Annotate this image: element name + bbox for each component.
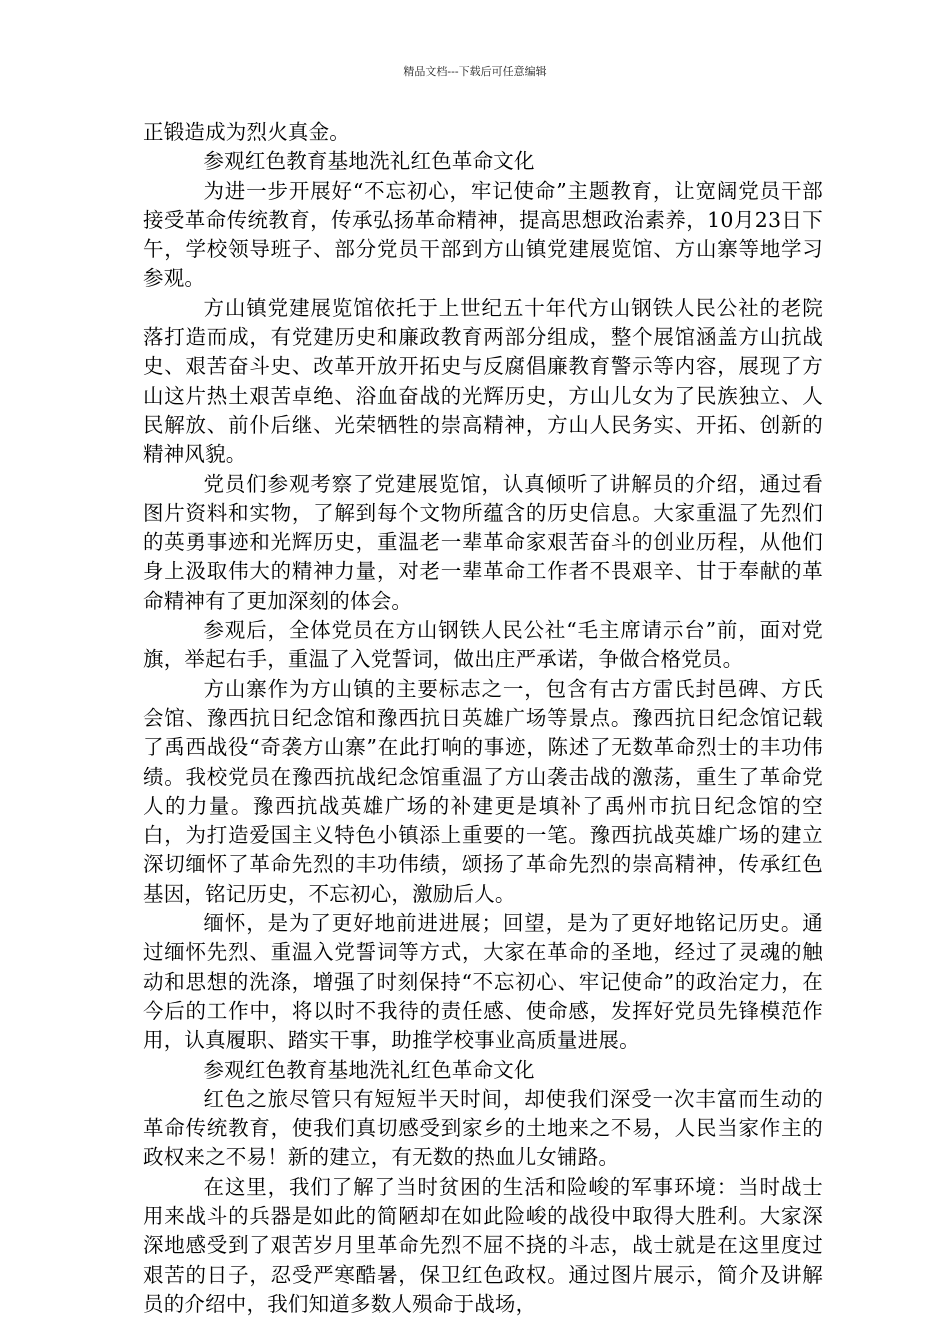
paragraph: 方山镇党建展览馆依托于上世纪五十年代方山钢铁人民公社的老院落打造而成，有党建历史和廉政教育两部分组成，整个展馆涵盖方山抗战史、艰苦奋斗史、改革开放开拓史与反腐倡廉教育警示等内容，展现了方山这片热土艰苦卓绝、浴血奋战的光辉历史，方山儿女为了民族独立、人民解放、前仆后继、光荣牺牲的崇高精神，方山人民务实、开拓、创新的精神风貌。	[143, 295, 823, 467]
section-heading: 参观红色教育基地洗礼红色革命文化	[203, 149, 535, 174]
paragraph: 在这里，我们了解了当时贫困的生活和险峻的军事环境：当时战士用来战斗的兵器是如此的简陋却在如此险峻的战役中取得大胜利。大家深深地感受到了艰苦岁月里革命先烈不屈不挠的斗志，战士就是在这里度过艰苦的日子，忍受严寒酷暑，保卫红色政权。通过图片展示，简介及讲解员的介绍中，我们知道多数人殒命于战场，	[143, 1174, 823, 1316]
paragraph: 缅怀，是为了更好地前进进展；回望，是为了更好地铭记历史。通过缅怀先烈、重温入党誓词等方式，大家在革命的圣地，经过了灵魂的触动和思想的洗涤，增强了时刻保持“不忘初心、牢记使命”的政治定力，在今后的工作中，将以时不我待的责任感、使命感，发挥好党员先锋模范作用，认真履职、踏实干事，助推学校事业高质量进展。	[143, 911, 823, 1053]
paragraph: 参观后，全体党员在方山钢铁人民公社“毛主席请示台”前，面对党旗，举起右手，重温了入党誓词，做出庄严承诺，争做合格党员。	[143, 618, 823, 672]
page-header: 精品文档---下载后可任意编辑	[403, 65, 547, 78]
paragraph: 红色之旅尽管只有短短半天时间，却使我们深受一次丰富而生动的革命传统教育，使我们真切感受到家乡的土地来之不易，人民当家作主的政权来之不易！新的建立，有无数的热血儿女铺路。	[143, 1086, 823, 1170]
paragraph: 为进一步开展好“不忘初心，牢记使命”主题教育，让宽阔党员干部接受革命传统教育，传承弘扬革命精神，提高思想政治素养，10月23日下午，学校领导班子、部分党员干部到方山镇党建展览馆、方山寨等地学习参观。	[143, 178, 823, 291]
paragraph-continuation: 正锻造成为烈火真金。	[143, 120, 350, 144]
paragraph: 党员们参观考察了党建展览馆，认真倾听了讲解员的介绍，通过看图片资料和实物，了解到每个文物所蕴含的历史信息。大家重温了先烈们的英勇事迹和光辉历史，重温老一辈革命家艰苦奋斗的创业历程，从他们身上汲取伟大的精神力量，对老一辈革命工作者不畏艰辛、甘于奉献的革命精神有了更加深刻的体会。	[143, 471, 823, 613]
document-body	[143, 118, 823, 1319]
paragraph: 方山寨作为方山镇的主要标志之一，包含有古方雷氏封邑碑、方氏会馆、豫西抗日纪念馆和豫西抗日英雄广场等景点。豫西抗日纪念馆记载了禹西战役“奇袭方山寨”在此打响的事迹，陈述了无数革命烈士的丰功伟绩。我校党员在豫西抗战纪念馆重温了方山袭击战的激荡，重生了革命党人的力量。豫西抗战英雄广场的补建更是填补了禹州市抗日纪念馆的空白，为打造爱国主义特色小镇添上重要的一笔。豫西抗战英雄广场的建立深切缅怀了革命先烈的丰功伟绩，颂扬了革命先烈的崇高精神，传承红色基因，铭记历史，不忘初心，激励后人。	[143, 676, 823, 906]
section-heading: 参观红色教育基地洗礼红色革命文化	[203, 1057, 535, 1082]
